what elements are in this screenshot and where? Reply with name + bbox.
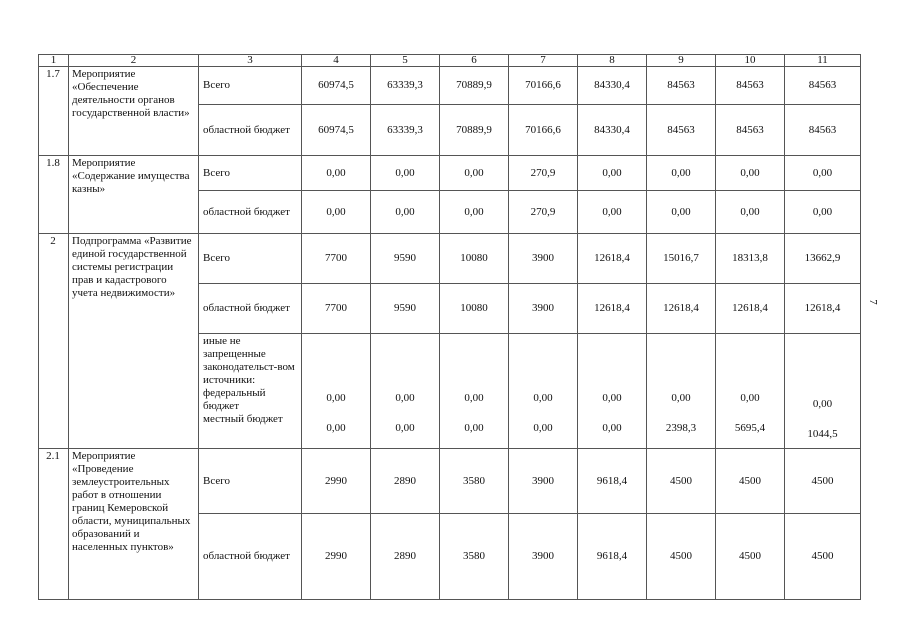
header-row [39,55,861,67]
value-cell: 3900 [509,514,578,600]
value-cell: 10080 [440,234,509,284]
value-cell: 3900 [509,284,578,334]
header-cell: 8 [578,55,647,67]
federal-value: 0,00 [464,392,484,404]
federal-value: 0,00 [326,392,346,404]
value-cell: 4500 [647,449,716,514]
value-cell [578,334,647,449]
value-cell: 63339,3 [371,67,440,105]
value-cell: 4500 [716,449,785,514]
value-cell: 60974,5 [302,67,371,105]
value-cell: 9618,4 [578,514,647,600]
value-cell: 3580 [440,514,509,600]
value-cell: 12618,4 [578,284,647,334]
value-cell: 0,00 [440,191,509,234]
row-number: 2.1 [39,449,69,600]
value-cell: 63339,3 [371,105,440,156]
source-label: областной бюджет [199,514,302,600]
value-cell: 84563 [716,105,785,156]
value-cell [647,334,716,449]
local-value: 0,00 [533,422,553,434]
page-number: 7 [866,299,879,305]
local-value: 2398,3 [665,422,697,434]
value-cell [509,334,578,449]
value-cell: 270,9 [509,156,578,191]
value-cell [371,334,440,449]
value-cell: 12618,4 [578,234,647,284]
budget-table [38,54,861,600]
value-cell: 18313,8 [716,234,785,284]
federal-budget-label: федеральный бюджет [203,387,266,412]
value-cell: 0,00 [716,191,785,234]
value-cell: 9590 [371,284,440,334]
value-cell [716,334,785,449]
row-name: Мероприятие «Содержание имущества казны» [69,156,199,234]
value-cell: 3580 [440,449,509,514]
value-cell: 15016,7 [647,234,716,284]
local-budget-label: местный бюджет [203,413,283,425]
source-label: областной бюджет [199,105,302,156]
federal-value: 0,00 [602,392,622,404]
other-sources-label: иные не запрещенные законодательст-вом источники: [203,335,295,386]
federal-value: 0,00 [812,398,833,410]
federal-value: 0,00 [671,392,691,404]
value-cell: 4500 [716,514,785,600]
local-value: 1044,5 [807,428,838,440]
value-cell: 0,00 [785,191,861,234]
value-cell: 0,00 [647,191,716,234]
source-label: Всего [199,67,302,105]
value-cell: 4500 [785,514,861,600]
header-cell: 2 [69,55,199,67]
value-cell [302,334,371,449]
value-cell [785,334,861,449]
value-cell: 7700 [302,284,371,334]
header-cell: 3 [199,55,302,67]
header-cell: 4 [302,55,371,67]
value-cell: 3900 [509,449,578,514]
value-cell: 84330,4 [578,67,647,105]
value-cell: 10080 [440,284,509,334]
source-label: Всего [199,156,302,191]
value-cell: 0,00 [440,156,509,191]
value-cell: 0,00 [647,156,716,191]
table-row [39,67,861,105]
local-value: 0,00 [395,422,415,434]
value-cell [440,334,509,449]
value-cell: 0,00 [785,156,861,191]
value-cell: 70889,9 [440,105,509,156]
local-value: 0,00 [602,422,622,434]
value-cell: 84563 [785,105,861,156]
source-label: Всего [199,234,302,284]
header-cell: 10 [716,55,785,67]
source-label: областной бюджет [199,191,302,234]
value-cell: 84563 [716,67,785,105]
header-cell: 7 [509,55,578,67]
header-cell: 5 [371,55,440,67]
value-cell: 2890 [371,449,440,514]
local-value: 5695,4 [734,422,766,434]
table-row [39,449,861,514]
value-cell: 84563 [647,67,716,105]
federal-value: 0,00 [533,392,553,404]
value-cell: 60974,5 [302,105,371,156]
source-label-other [199,334,302,449]
value-cell: 2890 [371,514,440,600]
value-cell: 0,00 [578,191,647,234]
value-cell: 12618,4 [647,284,716,334]
value-cell: 4500 [647,514,716,600]
local-value: 0,00 [326,422,346,434]
header-cell: 1 [39,55,69,67]
row-name: Подпрограмма «Развитие единой государственной системы регистрации прав и кадастрового учета недвижимости» [69,234,199,449]
value-cell: 84563 [647,105,716,156]
value-cell: 70889,9 [440,67,509,105]
value-cell: 0,00 [302,156,371,191]
local-value: 0,00 [464,422,484,434]
value-cell: 9590 [371,234,440,284]
value-cell: 84330,4 [578,105,647,156]
value-cell: 0,00 [371,191,440,234]
row-number: 2 [39,234,69,449]
table-row [39,156,861,191]
value-cell: 12618,4 [785,284,861,334]
value-cell: 2990 [302,449,371,514]
value-cell: 9618,4 [578,449,647,514]
header-cell: 6 [440,55,509,67]
value-cell: 13662,9 [785,234,861,284]
row-number: 1.7 [39,67,69,156]
value-cell: 2990 [302,514,371,600]
value-cell: 4500 [785,449,861,514]
federal-value: 0,00 [740,392,760,404]
header-cell: 11 [785,55,861,67]
value-cell: 12618,4 [716,284,785,334]
value-cell: 7700 [302,234,371,284]
table-row [39,234,861,284]
value-cell: 0,00 [371,156,440,191]
source-label: Всего [199,449,302,514]
row-name: Мероприятие «Проведение землеустроительных работ в отношении границ Кемеровской области, муниципальных образований и населенных пунктов» [69,449,199,600]
value-cell: 70166,6 [509,67,578,105]
value-cell: 0,00 [578,156,647,191]
value-cell: 3900 [509,234,578,284]
value-cell: 270,9 [509,191,578,234]
value-cell: 0,00 [302,191,371,234]
federal-value: 0,00 [395,392,415,404]
row-name: Мероприятие «Обеспечение деятельности органов государственной власти» [69,67,199,156]
row-number: 1.8 [39,156,69,234]
header-cell: 9 [647,55,716,67]
value-cell: 84563 [785,67,861,105]
value-cell: 70166,6 [509,105,578,156]
source-label: областной бюджет [199,284,302,334]
value-cell: 0,00 [716,156,785,191]
